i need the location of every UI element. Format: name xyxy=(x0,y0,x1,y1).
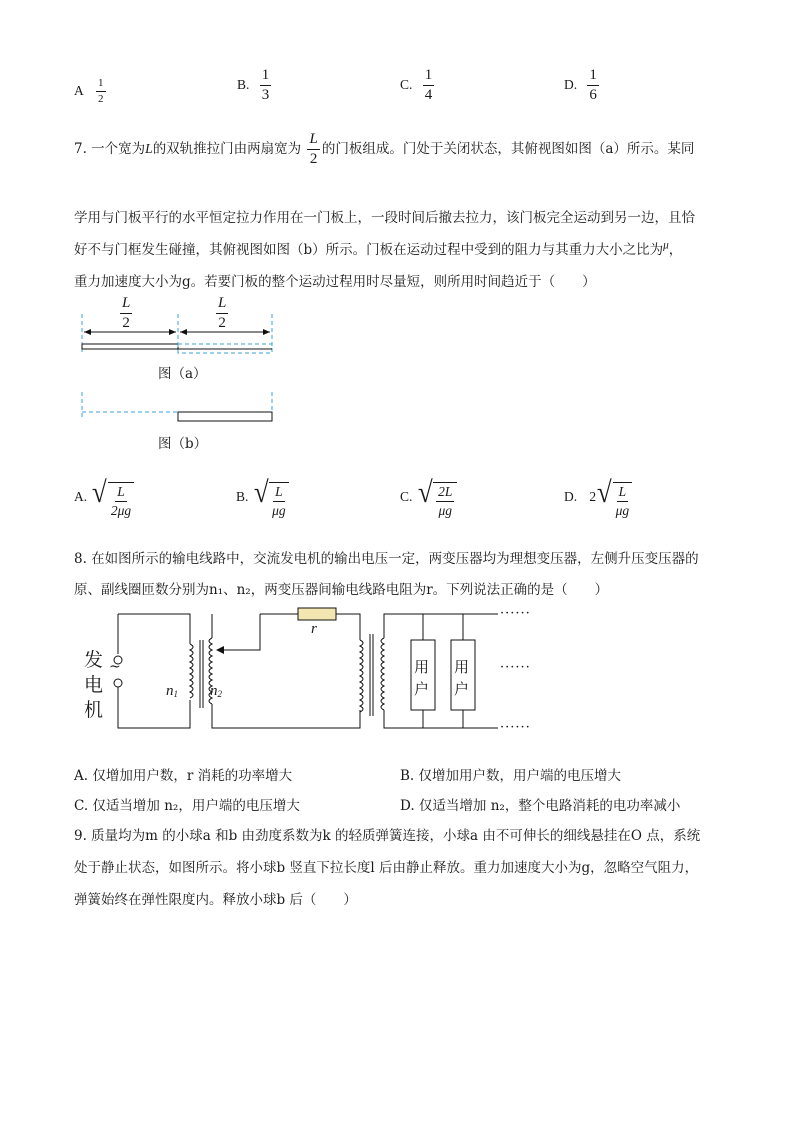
q7-door-width-fraction: $\frac{L}{2}$ xyxy=(309,131,318,167)
q8-option-c: C. 仅适当增加 n₂，用户端的电压增大 xyxy=(74,798,300,814)
q9-line1: 9. 质量均为m 的小球a 和b 由劲度系数为k 的轻质弹簧连接，小球a 由不可伸长的细线悬挂在O 点，系统 xyxy=(74,828,701,844)
fig-b-caption: 图（b） xyxy=(158,436,208,452)
q8-line1: 8. 在如图所示的输电线路中，交流发电机的输出电压一定，两变压器均为理想变压器，左侧升压变压器的 xyxy=(74,551,699,567)
q7-option-c: C. √ $\frac{2L}{\mu g}$ xyxy=(400,478,457,517)
fig-a-caption: 图（a） xyxy=(158,366,207,382)
user-load-2-label: 用 户 xyxy=(454,658,470,698)
q6-option-a-fraction: $\frac{1}{2}$ xyxy=(98,77,104,105)
figure-a xyxy=(82,314,272,353)
fig-a-dim-label-left: $\frac{L}{2}$ xyxy=(122,295,131,331)
door-panel-1 xyxy=(82,344,178,349)
generator-terminal-bottom xyxy=(114,679,122,687)
user-load-1-label: 用 户 xyxy=(414,658,430,698)
generator-label: 发 电 机 xyxy=(84,649,104,721)
n1-label: $n_1$ xyxy=(166,683,178,699)
continuation-dots-middle: ······ xyxy=(500,660,531,675)
q6-option-a: A $\frac{1}{2}$ xyxy=(74,77,104,105)
line-resistor-r xyxy=(298,608,336,620)
q7-line3: 好不与门框发生碰撞，其俯视图如图（b）所示。门板在运动过程中受到的阻力与其重力大小之比为$^\mu$， xyxy=(74,239,683,258)
figure-b xyxy=(82,392,272,421)
q8-circuit-diagram xyxy=(80,604,560,744)
q7-option-b: B. √ $\frac{L}{\mu g}$ xyxy=(236,478,289,517)
ac-symbol: ~ xyxy=(109,659,121,675)
q6-option-c-fraction: $\frac{1}{4}$ xyxy=(424,67,433,103)
primary-coil-n1 xyxy=(190,644,193,698)
continuation-dots-bottom: ······ xyxy=(500,720,531,735)
door-panel-moved xyxy=(178,412,272,421)
q7-line2: 学用与门板平行的水平恒定拉力作用在一门板上，一段时间后撤去拉力，该门板完全运动到另一边，且恰 xyxy=(74,210,695,226)
resistor-label-r: r xyxy=(311,621,317,637)
q7-line1: 7. 一个宽为L的双轨推拉门由两扇宽为 $\frac{L}{2}$ 的门板组成。门处于关闭状态，其俯视图如图（a）所示。某同 xyxy=(74,131,695,167)
q8-option-b: B. 仅增加用户数，用户端的电压增大 xyxy=(400,768,622,784)
fig-a-dim-label-right: $\frac{L}{2}$ xyxy=(218,295,227,331)
q7-option-d: D. 2 √ $\frac{L}{\mu g}$ xyxy=(564,478,632,517)
q6-option-c: C. $\frac{1}{4}$ xyxy=(400,67,433,103)
q8-option-d: D. 仅适当增加 n₂，整个电路消耗的电功率减小 xyxy=(400,798,681,814)
n2-label: $n_2$ xyxy=(210,683,222,699)
q8-line2: 原、副线圈匝数分别为n₁、n₂，两变压器间输电线路电阻为r。下列说法正确的是（ ） xyxy=(74,582,609,598)
stepdown-primary-coil xyxy=(360,640,363,712)
q9-line3: 弹簧始终在弹性限度内。释放小球b 后（ ） xyxy=(74,892,357,908)
stepdown-secondary-coil xyxy=(381,638,384,710)
sliding-tap xyxy=(220,614,260,650)
q7-option-a: A. √ $\frac{L}{2\mu g}$ xyxy=(74,478,134,517)
q6-option-d: D. $\frac{1}{6}$ xyxy=(564,67,597,103)
q6-option-b: B. $\frac{1}{3}$ xyxy=(237,67,270,103)
q6-option-d-fraction: $\frac{1}{6}$ xyxy=(589,67,597,103)
q7-line4: 重力加速度大小为g。若要门板的整个运动过程用时尽量短，则所用时间趋近于（ ） xyxy=(74,274,596,290)
q8-option-a: A. 仅增加用户数，r 消耗的功率增大 xyxy=(74,768,293,784)
continuation-dots-top: ······ xyxy=(500,606,531,621)
q6-option-b-fraction: $\frac{1}{3}$ xyxy=(261,67,270,103)
q9-line2: 处于静止状态，如图所示。将小球b 竖直下拉长度l 后由静止释放。重力加速度大小为g，忽略空气阻力， xyxy=(74,860,699,876)
